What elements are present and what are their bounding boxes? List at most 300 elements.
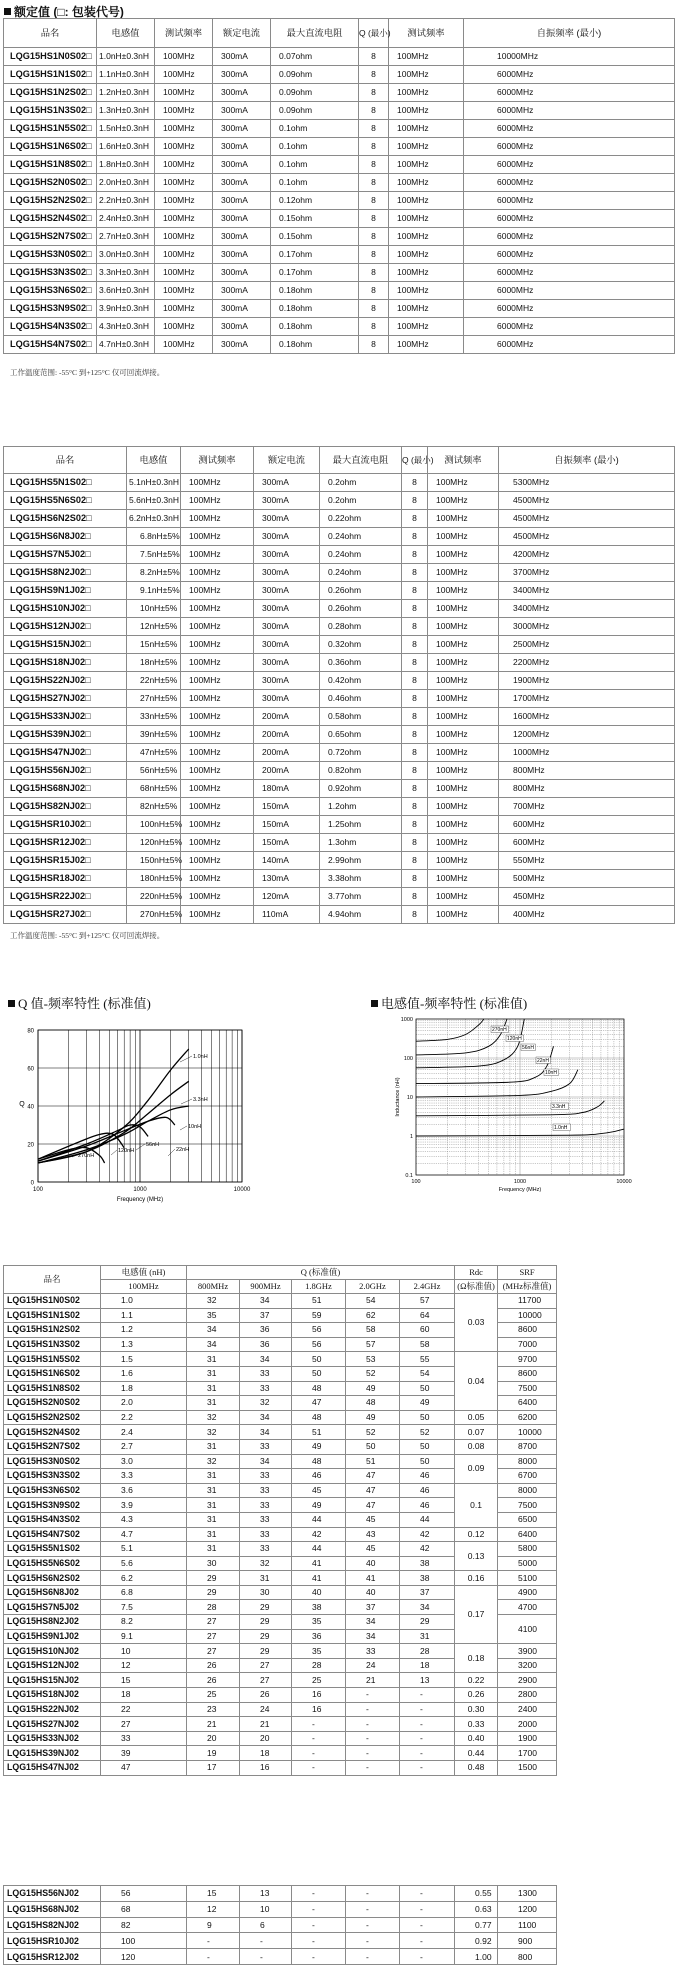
table-cell: 200mA: [254, 744, 320, 762]
curve-label: 10nH: [188, 1124, 202, 1130]
table-row: [4, 1396, 677, 1411]
table-cell: -: [400, 1761, 455, 1776]
table-cell: -: [346, 1901, 400, 1917]
table-cell: 100MHz: [181, 528, 254, 546]
table-cell: 50: [346, 1439, 400, 1454]
table-cell: 6000MHz: [464, 336, 675, 354]
table-cell: 31: [187, 1366, 240, 1381]
table-cell: -: [292, 1917, 346, 1933]
table-cell: 8: [359, 138, 389, 156]
table-cell: 100MHz: [428, 654, 499, 672]
table-cell: 18: [101, 1688, 187, 1703]
blank-cell: [557, 1688, 677, 1703]
table-cell: 50: [400, 1381, 455, 1396]
table-header-row: [4, 1266, 677, 1280]
table-cell: 49: [292, 1439, 346, 1454]
blank-cell: [557, 1527, 677, 1542]
table-cell: 57: [400, 1294, 455, 1309]
table-cell: 0.63: [455, 1901, 498, 1917]
part-number-cell: LQG15HS10NJ02: [4, 1644, 101, 1659]
table-cell: 33: [346, 1644, 400, 1659]
table-cell: 300mA: [254, 528, 320, 546]
table-cell: 15: [187, 1886, 240, 1902]
table-cell: 31: [187, 1483, 240, 1498]
table-cell: 6000MHz: [464, 264, 675, 282]
x-tick-label: 10000: [616, 1179, 632, 1185]
table-cell: 5.1nH±0.3nH: [127, 474, 181, 492]
table-cell: 50: [292, 1366, 346, 1381]
table-cell: 10nH±5%: [127, 600, 181, 618]
table-cell: 8: [359, 156, 389, 174]
table-cell: 3.0: [101, 1454, 187, 1469]
col-name-header: 品名: [4, 1266, 101, 1294]
x-axis-label: Frequency (MHz): [498, 1187, 542, 1193]
table-cell: 8: [359, 174, 389, 192]
part-number-cell: LQG15HS6N2S02□: [4, 510, 127, 528]
blank-cell: [557, 1410, 677, 1425]
table-cell: 100nH±5%: [127, 816, 181, 834]
table-row: [4, 672, 675, 690]
table-cell: 15nH±5%: [127, 636, 181, 654]
blank-cell: [557, 1439, 677, 1454]
table-header-row: [4, 447, 675, 474]
table-cell: 6000MHz: [464, 300, 675, 318]
table-cell: 300mA: [213, 336, 271, 354]
table-cell: 8: [402, 654, 428, 672]
table-cell: 8: [359, 192, 389, 210]
table-cell: 1.2nH±0.3nH: [97, 84, 155, 102]
table-row: [4, 1600, 677, 1615]
table-cell: 0.24ohm: [320, 564, 402, 582]
table-row: [4, 1294, 677, 1309]
blank-cell: [557, 1585, 677, 1600]
part-number-cell: LQG15HSR10J02□: [4, 816, 127, 834]
rdc-cell: 0.30: [455, 1702, 498, 1717]
table-cell: 58: [400, 1337, 455, 1352]
table-cell: 26: [187, 1673, 240, 1688]
rating-table-1: [3, 18, 675, 354]
rdc-cell: 0.44: [455, 1746, 498, 1761]
table-cell: 300mA: [254, 672, 320, 690]
table-cell: 32: [187, 1294, 240, 1309]
table-cell: 8: [359, 84, 389, 102]
table-cell: 8: [402, 510, 428, 528]
table-cell: 0.28ohm: [320, 618, 402, 636]
table-cell: 68nH±5%: [127, 780, 181, 798]
srf-cell: 2400: [498, 1702, 557, 1717]
col-q-sub: 800MHz: [187, 1280, 240, 1294]
table-cell: 4.7nH±0.3nH: [97, 336, 155, 354]
series-line-120nH: [416, 1019, 507, 1055]
table-cell: 33: [240, 1542, 292, 1557]
part-number-cell: LQG15HS27NJ02: [4, 1717, 101, 1732]
table-cell: 600MHz: [499, 816, 675, 834]
table-cell: 300mA: [213, 102, 271, 120]
part-number-cell: LQG15HS5N1S02□: [4, 474, 127, 492]
y-tick-label: 40: [27, 1104, 34, 1111]
table-cell: 32: [187, 1454, 240, 1469]
table-cell: -: [400, 1702, 455, 1717]
table-cell: 100MHz: [155, 138, 213, 156]
table-cell: -: [346, 1717, 400, 1732]
table-cell: 51: [292, 1294, 346, 1309]
part-number-cell: LQG15HS12NJ02□: [4, 618, 127, 636]
table-cell: 29: [187, 1585, 240, 1600]
table-cell: 100MHz: [181, 780, 254, 798]
table-cell: 3000MHz: [499, 618, 675, 636]
table-cell: 5.6: [101, 1556, 187, 1571]
table-cell: 38: [400, 1571, 455, 1586]
table-cell: 100MHz: [389, 300, 464, 318]
table-cell: 17: [187, 1761, 240, 1776]
x-tick-label: 10000: [233, 1187, 251, 1193]
blank-cell: [557, 1702, 677, 1717]
table-cell: 1.3ohm: [320, 834, 402, 852]
table-cell: 1.1: [101, 1308, 187, 1323]
part-number-cell: LQG15HS12NJ02: [4, 1658, 101, 1673]
table-row: [4, 1571, 677, 1586]
srf-cell: 3900: [498, 1644, 557, 1659]
table-cell: 100MHz: [181, 510, 254, 528]
blank-cell: [557, 1917, 677, 1933]
srf-cell: 5100: [498, 1571, 557, 1586]
chart-grid: [38, 1030, 242, 1182]
table-cell: 35: [292, 1615, 346, 1630]
table-cell: 50: [400, 1439, 455, 1454]
table-cell: 27nH±5%: [127, 690, 181, 708]
table-cell: 30: [240, 1585, 292, 1600]
table-cell: 49: [400, 1396, 455, 1411]
table-cell: 100MHz: [181, 582, 254, 600]
table-row: [4, 600, 675, 618]
table-cell: 0.1ohm: [271, 174, 359, 192]
table-row: [4, 1498, 677, 1513]
table-cell: 29: [240, 1615, 292, 1630]
table-cell: 48: [292, 1381, 346, 1396]
table-cell: 1.6nH±0.3nH: [97, 138, 155, 156]
table-cell: 8: [402, 672, 428, 690]
table-cell: 60: [400, 1323, 455, 1338]
typical-characteristics-table: [3, 1265, 677, 1776]
blank-cell: [557, 1933, 677, 1949]
table-cell: 300mA: [213, 210, 271, 228]
srf-cell: 4100: [498, 1615, 557, 1644]
y-tick-label: 100: [403, 1056, 413, 1062]
part-number-cell: LQG15HS82NJ02□: [4, 798, 127, 816]
table-cell: 5300MHz: [499, 474, 675, 492]
table-cell: 8: [359, 264, 389, 282]
table-cell: 0.32ohm: [320, 636, 402, 654]
table-cell: 100MHz: [181, 600, 254, 618]
table-cell: 100MHz: [428, 672, 499, 690]
blank-cell: [557, 1886, 677, 1902]
col-q-sub: 900MHz: [240, 1280, 292, 1294]
table-cell: -: [400, 1917, 455, 1933]
leader-line: [168, 1149, 175, 1156]
table-cell: 8: [402, 798, 428, 816]
table-cell: 220nH±5%: [127, 888, 181, 906]
table-cell: 1700MHz: [499, 690, 675, 708]
table-cell: 300mA: [213, 174, 271, 192]
table-cell: 37: [400, 1585, 455, 1600]
table-cell: 1.2: [101, 1323, 187, 1338]
table-cell: 37: [346, 1600, 400, 1615]
part-number-cell: LQG15HS47NJ02: [4, 1761, 101, 1776]
table-cell: 700MHz: [499, 798, 675, 816]
table-cell: 33: [240, 1381, 292, 1396]
table-cell: 30: [187, 1556, 240, 1571]
column-header: 电感值: [127, 447, 181, 474]
series-line-3.3nH: [38, 1081, 189, 1163]
rdc-cell: 0.18: [455, 1644, 498, 1673]
table-cell: 10: [101, 1644, 187, 1659]
table-cell: 100MHz: [155, 192, 213, 210]
srf-cell: 6700: [498, 1469, 557, 1484]
srf-cell: 1700: [498, 1746, 557, 1761]
blank-cell: [557, 1396, 677, 1411]
table-cell: 100MHz: [389, 282, 464, 300]
table-cell: 100MHz: [155, 264, 213, 282]
table-cell: 1.6: [101, 1366, 187, 1381]
table-cell: 8: [402, 870, 428, 888]
table-cell: 6000MHz: [464, 84, 675, 102]
table-cell: 0.17ohm: [271, 264, 359, 282]
table-cell: 41: [292, 1556, 346, 1571]
table-cell: 34: [346, 1629, 400, 1644]
table-cell: 0.1ohm: [271, 120, 359, 138]
table-cell: 26: [187, 1658, 240, 1673]
table-cell: 54: [346, 1294, 400, 1309]
table-cell: 150mA: [254, 834, 320, 852]
table-row: [4, 582, 675, 600]
table-cell: 100MHz: [181, 672, 254, 690]
part-number-cell: LQG15HSR18J02□: [4, 870, 127, 888]
part-number-cell: LQG15HS4N7S02: [4, 1527, 101, 1542]
col-q-sub: 2.4GHz: [400, 1280, 455, 1294]
srf-cell: 4700: [498, 1600, 557, 1615]
table-cell: 0.46ohm: [320, 690, 402, 708]
srf-cell: 8000: [498, 1454, 557, 1469]
table-cell: 5.6nH±0.3nH: [127, 492, 181, 510]
table-cell: 36: [240, 1323, 292, 1338]
table-row: [4, 120, 675, 138]
table-cell: 1.5: [101, 1352, 187, 1367]
table-cell: 200mA: [254, 762, 320, 780]
table-cell: 24: [240, 1702, 292, 1717]
table-cell: 8: [359, 210, 389, 228]
table-row: [4, 618, 675, 636]
table-row: [4, 1483, 677, 1498]
table-cell: 100MHz: [181, 618, 254, 636]
table-row: [4, 1512, 677, 1527]
table-cell: -: [240, 1949, 292, 1965]
table-cell: 1.5nH±0.3nH: [97, 120, 155, 138]
table-cell: 6.8nH±5%: [127, 528, 181, 546]
table-row: [4, 1644, 677, 1659]
srf-cell: 7000: [498, 1337, 557, 1352]
table-cell: -: [400, 1886, 455, 1902]
table-cell: 0.72ohm: [320, 744, 402, 762]
table-cell: -: [400, 1949, 455, 1965]
rdc-cell: 0.17: [455, 1585, 498, 1643]
table-cell: 34: [240, 1454, 292, 1469]
table-cell: 4.3: [101, 1512, 187, 1527]
table-row: [4, 492, 675, 510]
square-bullet-icon: [371, 1000, 378, 1007]
table-cell: 27: [240, 1673, 292, 1688]
table-cell: 8: [402, 492, 428, 510]
table-row: [4, 816, 675, 834]
table-cell: 58: [346, 1323, 400, 1338]
table-cell: 4200MHz: [499, 546, 675, 564]
table-cell: 100MHz: [155, 318, 213, 336]
table-cell: 100MHz: [389, 48, 464, 66]
table-cell: 52: [346, 1425, 400, 1440]
table-cell: 8: [402, 582, 428, 600]
table-cell: 82: [101, 1917, 187, 1933]
table-cell: 1600MHz: [499, 708, 675, 726]
table-cell: 56: [101, 1886, 187, 1902]
table-cell: 400MHz: [499, 906, 675, 924]
table-cell: 68: [101, 1901, 187, 1917]
table-cell: 32: [240, 1396, 292, 1411]
table-cell: 19: [187, 1746, 240, 1761]
part-number-cell: LQG15HSR10J02: [4, 1933, 101, 1949]
table-cell: -: [292, 1886, 346, 1902]
srf-cell: 6500: [498, 1512, 557, 1527]
table-cell: 41: [292, 1571, 346, 1586]
table-cell: 33nH±5%: [127, 708, 181, 726]
table-cell: 16: [292, 1688, 346, 1703]
part-number-cell: LQG15HS1N0S02□: [4, 48, 97, 66]
table-cell: 10000MHz: [464, 48, 675, 66]
rdc-cell: 0.33: [455, 1717, 498, 1732]
table-cell: 2.4nH±0.3nH: [97, 210, 155, 228]
col-q-sub: 1.8GHz: [292, 1280, 346, 1294]
y-tick-label: 0: [30, 1180, 34, 1187]
table-cell: 35: [292, 1644, 346, 1659]
square-bullet-icon: [4, 8, 11, 15]
table-cell: 37: [240, 1308, 292, 1323]
table-cell: 39: [101, 1746, 187, 1761]
part-number-cell: LQG15HS1N6S02□: [4, 138, 97, 156]
table-cell: 33: [240, 1498, 292, 1513]
table-row: [4, 1761, 677, 1776]
curve-label: 3.3nH: [552, 1104, 566, 1110]
table-cell: 38: [292, 1600, 346, 1615]
rdc-cell: 0.40: [455, 1731, 498, 1746]
table-cell: 32: [187, 1425, 240, 1440]
table-cell: 27: [187, 1644, 240, 1659]
table-cell: 130mA: [254, 870, 320, 888]
table-cell: 21: [240, 1717, 292, 1732]
y-axis-label: Inductance (nH): [395, 1077, 401, 1117]
srf-cell: 7500: [498, 1381, 557, 1396]
table-cell: 8: [359, 120, 389, 138]
table-cell: 13: [400, 1673, 455, 1688]
table-cell: 40: [292, 1585, 346, 1600]
column-header: 测试频率: [155, 19, 213, 48]
table-cell: 31: [187, 1352, 240, 1367]
table-cell: 300mA: [213, 192, 271, 210]
column-header: 额定电流: [254, 447, 320, 474]
table-cell: 9.1: [101, 1629, 187, 1644]
table-cell: 100MHz: [428, 816, 499, 834]
part-number-cell: LQG15HS82NJ02: [4, 1917, 101, 1933]
table-cell: 150mA: [254, 798, 320, 816]
table-cell: 100MHz: [155, 300, 213, 318]
table-cell: 6000MHz: [464, 120, 675, 138]
srf-cell: 3200: [498, 1658, 557, 1673]
part-number-cell: LQG15HS1N1S02: [4, 1308, 101, 1323]
part-number-cell: LQG15HS4N7S02□: [4, 336, 97, 354]
rdc-cell: 0.08: [455, 1439, 498, 1454]
table-cell: 49: [292, 1498, 346, 1513]
part-number-cell: LQG15HS1N5S02: [4, 1352, 101, 1367]
part-number-cell: LQG15HS33NJ02□: [4, 708, 127, 726]
table-cell: 40: [346, 1585, 400, 1600]
table-cell: 29: [240, 1600, 292, 1615]
leader-line: [136, 1144, 145, 1150]
table-row: [4, 48, 675, 66]
rdc-cell: 0.05: [455, 1410, 498, 1425]
table-cell: 50: [400, 1454, 455, 1469]
table-cell: 100MHz: [181, 870, 254, 888]
y-tick-label: 80: [27, 1028, 34, 1035]
table-cell: 50: [400, 1410, 455, 1425]
part-number-cell: LQG15HS1N5S02□: [4, 120, 97, 138]
table-cell: 1.2ohm: [320, 798, 402, 816]
table-cell: 2500MHz: [499, 636, 675, 654]
table-cell: 140mA: [254, 852, 320, 870]
table-row: [4, 1556, 677, 1571]
table-cell: 1.0nH±0.3nH: [97, 48, 155, 66]
table-cell: 0.42ohm: [320, 672, 402, 690]
table-cell: 200mA: [254, 708, 320, 726]
y-axis-label: Q: [19, 1101, 25, 1108]
part-number-cell: LQG15HS27NJ02□: [4, 690, 127, 708]
table-row: [4, 1917, 677, 1933]
table-cell: 100MHz: [428, 780, 499, 798]
part-number-cell: LQG15HS68NJ02: [4, 1901, 101, 1917]
table-cell: 100MHz: [428, 852, 499, 870]
part-number-cell: LQG15HS7N5J02: [4, 1600, 101, 1615]
table-cell: 42: [292, 1527, 346, 1542]
blank-cell: [557, 1746, 677, 1761]
table-cell: 100MHz: [155, 102, 213, 120]
curve-label: 120nH: [507, 1036, 522, 1042]
part-number-cell: LQG15HS2N7S02: [4, 1439, 101, 1454]
table-cell: 8: [359, 48, 389, 66]
srf-cell: 4900: [498, 1585, 557, 1600]
table-cell: 0.18ohm: [271, 300, 359, 318]
table-cell: 18nH±5%: [127, 654, 181, 672]
table-cell: 56nH±5%: [127, 762, 181, 780]
part-number-cell: LQG15HS8N2J02: [4, 1615, 101, 1630]
table-cell: 6000MHz: [464, 174, 675, 192]
table-cell: 600MHz: [499, 834, 675, 852]
table-cell: 51: [292, 1425, 346, 1440]
part-number-cell: LQG15HS2N0S02: [4, 1396, 101, 1411]
table-cell: -: [187, 1949, 240, 1965]
chart-title-l-text: 电感值-频率特性 (标准值): [381, 996, 528, 1011]
table-cell: 49: [346, 1381, 400, 1396]
table-row: [4, 906, 675, 924]
table-cell: -: [292, 1717, 346, 1732]
operating-note-2: 工作温度范围: -55°C 到+125°C 仅可回流焊接。: [10, 931, 165, 940]
table-row: [4, 102, 675, 120]
table-cell: 100MHz: [389, 156, 464, 174]
